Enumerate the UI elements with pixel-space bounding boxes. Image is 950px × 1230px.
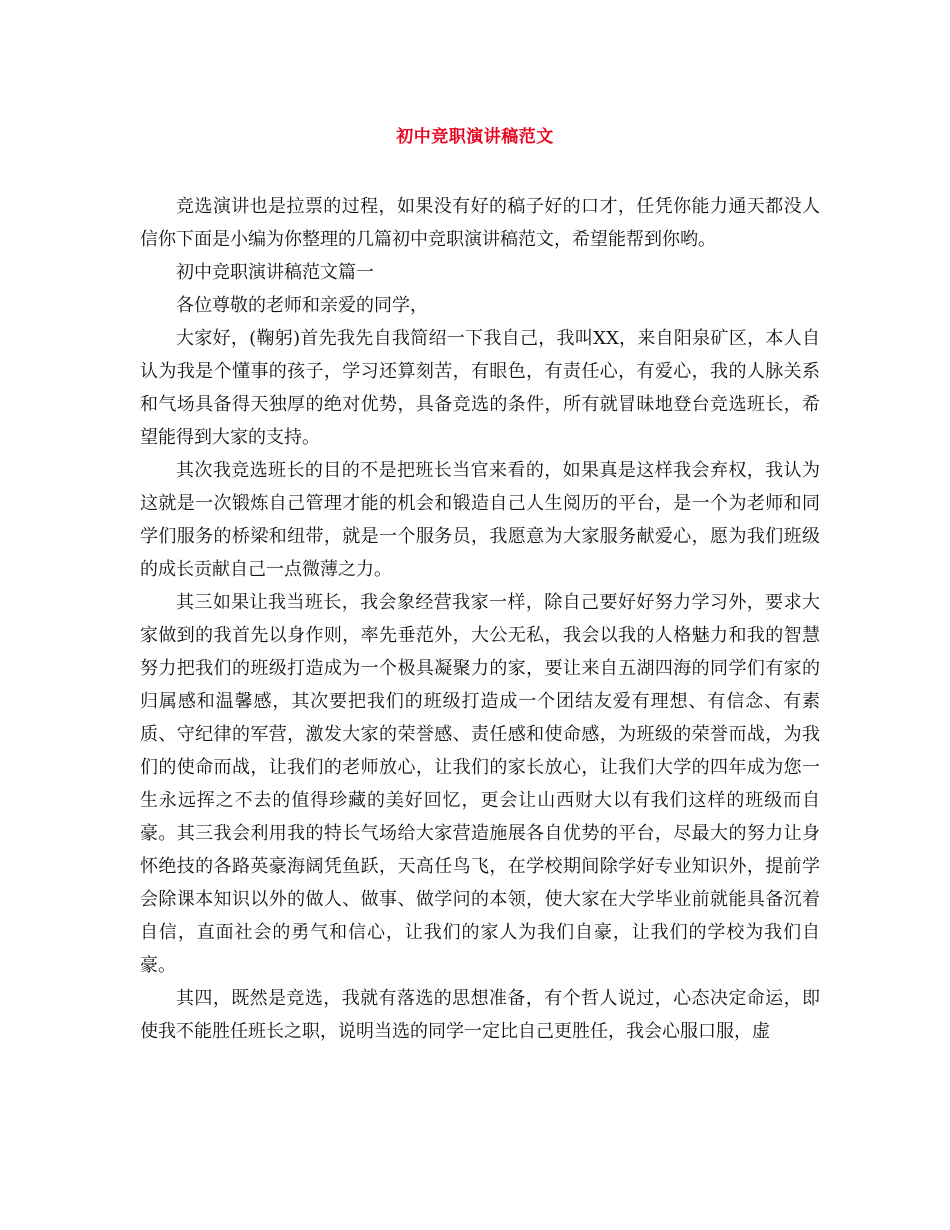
paragraph-heading-part-one: 初中竞职演讲稿范文篇一 <box>176 262 374 283</box>
paragraph-plan: 其三如果让我当班长，我会象经营我家一样，除自己要好好努力学习外，要求大家做到的我首先以身作则，率先垂范外，大公无私，我会以我的人格魅力和我的智慧努力把我们的班级打造成为一个极具凝聚力的家，要让来自五湖四海的同学们有家的归属感和温馨感，其次要把我们的班级打造成一个团结友爱有理想、有信念、有素质、守纪律的军营，激发大家的荣誉感、责任感和使命感，为班级的荣誉而战，为我们的使命而战，让我们的老师放心，让我们的家长放心，让我们大学的四年成为您一生永远挥之不去的值得珍藏的美好回忆，更会让山西财大以有我们这样的班级而自豪。其三我会利用我的特长气场给大家营造施展各自优势的平台，尽最大的努力让身怀绝技的各路英豪海阔凭鱼跃，天高任鸟飞，在学校期间除学好专业知识外，提前学会除课本知识以外的做人、做事、做学问的本领，使大家在大学毕业前就能具备沉着自信，直面社会的勇气和信心，让我们的家人为我们自豪，让我们的学校为我们自豪。 <box>140 592 820 976</box>
paragraph-fourth: 其四，既然是竞选，我就有落选的思想准备，有个哲人说过，心态决定命运，即使我不能胜任班长之职，说明当选的同学一定比自己更胜任，我会心服口服，虚 <box>140 988 820 1042</box>
document-title: 初中竞职演讲稿范文 <box>396 127 554 147</box>
document-body <box>140 190 820 1048</box>
paragraph-salutation: 各位尊敬的老师和亲爱的同学， <box>176 295 428 316</box>
paragraph-intro: 竞选演讲也是拉票的过程，如果没有好的稿子好的口才，任凭你能力通天都没人信你下面是小编为你整理的几篇初中竞职演讲稿范文，希望能帮到你哟。 <box>140 196 820 250</box>
paragraph-self-introduction: 大家好，(鞠躬)首先我先自我简绍一下我自己，我叫XX，来自阳泉矿区，本人自认为我是个懂事的孩子，学习还算刻苦，有眼色，有责任心，有爱心，我的人脉关系和气场具备得天独厚的绝对优势，具备竞选的条件，所有就冒昧地登台竞选班长，希望能得到大家的支持。 <box>140 328 820 448</box>
paragraph-purpose: 其次我竞选班长的目的不是把班长当官来看的，如果真是这样我会弃权，我认为这就是一次锻炼自己管理才能的机会和锻造自己人生阅历的平台，是一个为老师和同学们服务的桥梁和纽带，就是一个服务员，我愿意为大家服务献爱心，愿为我们班级的成长贡献自己一点微薄之力。 <box>140 460 820 580</box>
